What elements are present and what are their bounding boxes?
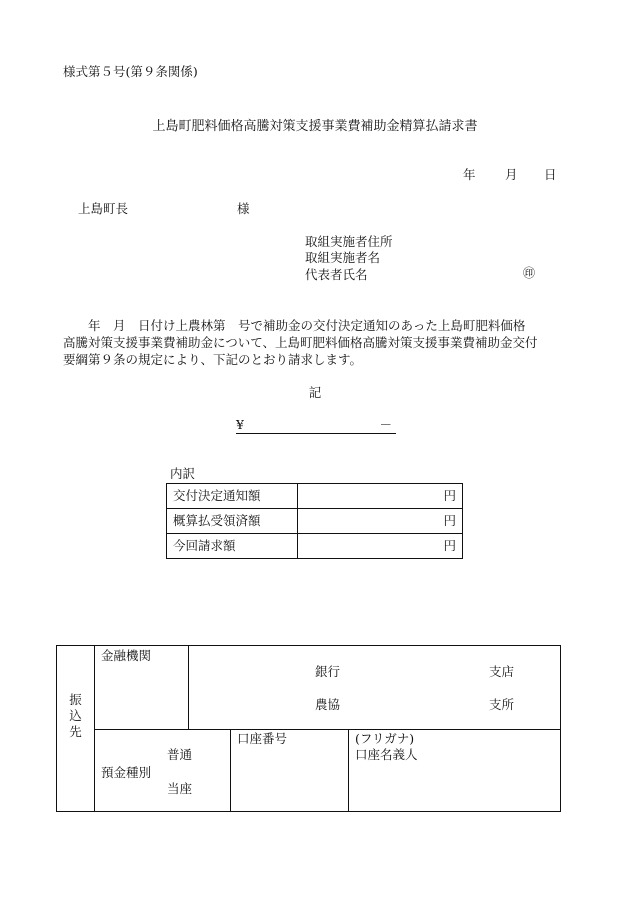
representative-label: 代表者氏名	[305, 267, 368, 282]
amount-line	[236, 418, 396, 434]
ordinary-account-option: 普通	[167, 747, 193, 762]
body-text-line-2: 高騰対策支援事業費補助金について、上島町肥料価格高騰対策支援事業費補助金交付	[63, 335, 538, 350]
financial-institution-label: 金融機関	[101, 648, 152, 663]
breakdown-row-value: 円	[298, 484, 463, 509]
breakdown-row-label: 今回請求額	[167, 534, 298, 559]
seal-mark: ㊞	[523, 266, 536, 280]
date-month-label: 月	[505, 167, 518, 182]
account-holder-label: 口座名義人	[355, 747, 418, 762]
divider	[188, 646, 189, 729]
breakdown-row	[167, 484, 463, 509]
breakdown-label: 内訳	[170, 466, 196, 481]
breakdown-table	[166, 483, 463, 559]
body-text-line-1-content: 年 月 日付け上農林第 号で補助金の交付決定通知のあった上島町肥料価格	[88, 318, 526, 333]
form-number: 様式第５号(第９条関係)	[63, 64, 198, 79]
breakdown-row-value: 円	[298, 534, 463, 559]
addressee-name: 上島町長	[78, 201, 129, 216]
divider	[348, 729, 349, 811]
agri-branch-label: 支所	[489, 697, 515, 712]
branch-label: 支店	[489, 664, 515, 679]
addressee-honorific: 様	[237, 201, 250, 216]
breakdown-row-label: 概算払受領済額	[167, 509, 298, 534]
bank-label: 銀行	[315, 664, 341, 679]
yen-sign: ¥	[236, 417, 244, 432]
divider	[230, 729, 231, 811]
body-text-line-1	[63, 318, 525, 334]
furigana-label: (フリガナ)	[355, 731, 415, 746]
current-account-option: 当座	[167, 781, 193, 796]
breakdown-row-label: 交付決定通知額	[167, 484, 298, 509]
divider	[94, 729, 560, 730]
account-number-label: 口座番号	[237, 731, 288, 746]
transfer-destination-table	[56, 645, 561, 812]
breakdown-row-value: 円	[298, 509, 463, 534]
agri-coop-label: 農協	[315, 697, 341, 712]
ki-heading: 記	[308, 385, 322, 400]
transfer-side-label-text: 振込先	[69, 692, 82, 739]
amount-dash: －	[379, 417, 392, 432]
applicant-address-label: 取組実施者住所	[305, 234, 393, 249]
deposit-type-label: 預金種別	[101, 765, 152, 780]
body-text-line-3: 要綱第９条の規定により、下記のとおり請求します。	[63, 352, 363, 367]
date-day-label: 日	[544, 167, 557, 182]
breakdown-row	[167, 509, 463, 534]
date-year-label: 年	[463, 167, 476, 182]
breakdown-row	[167, 534, 463, 559]
applicant-name-label: 取組実施者名	[305, 250, 381, 265]
document-title: 上島町肥料価格高騰対策支援事業費補助金精算払請求書	[152, 119, 478, 134]
transfer-side-label	[57, 692, 94, 740]
